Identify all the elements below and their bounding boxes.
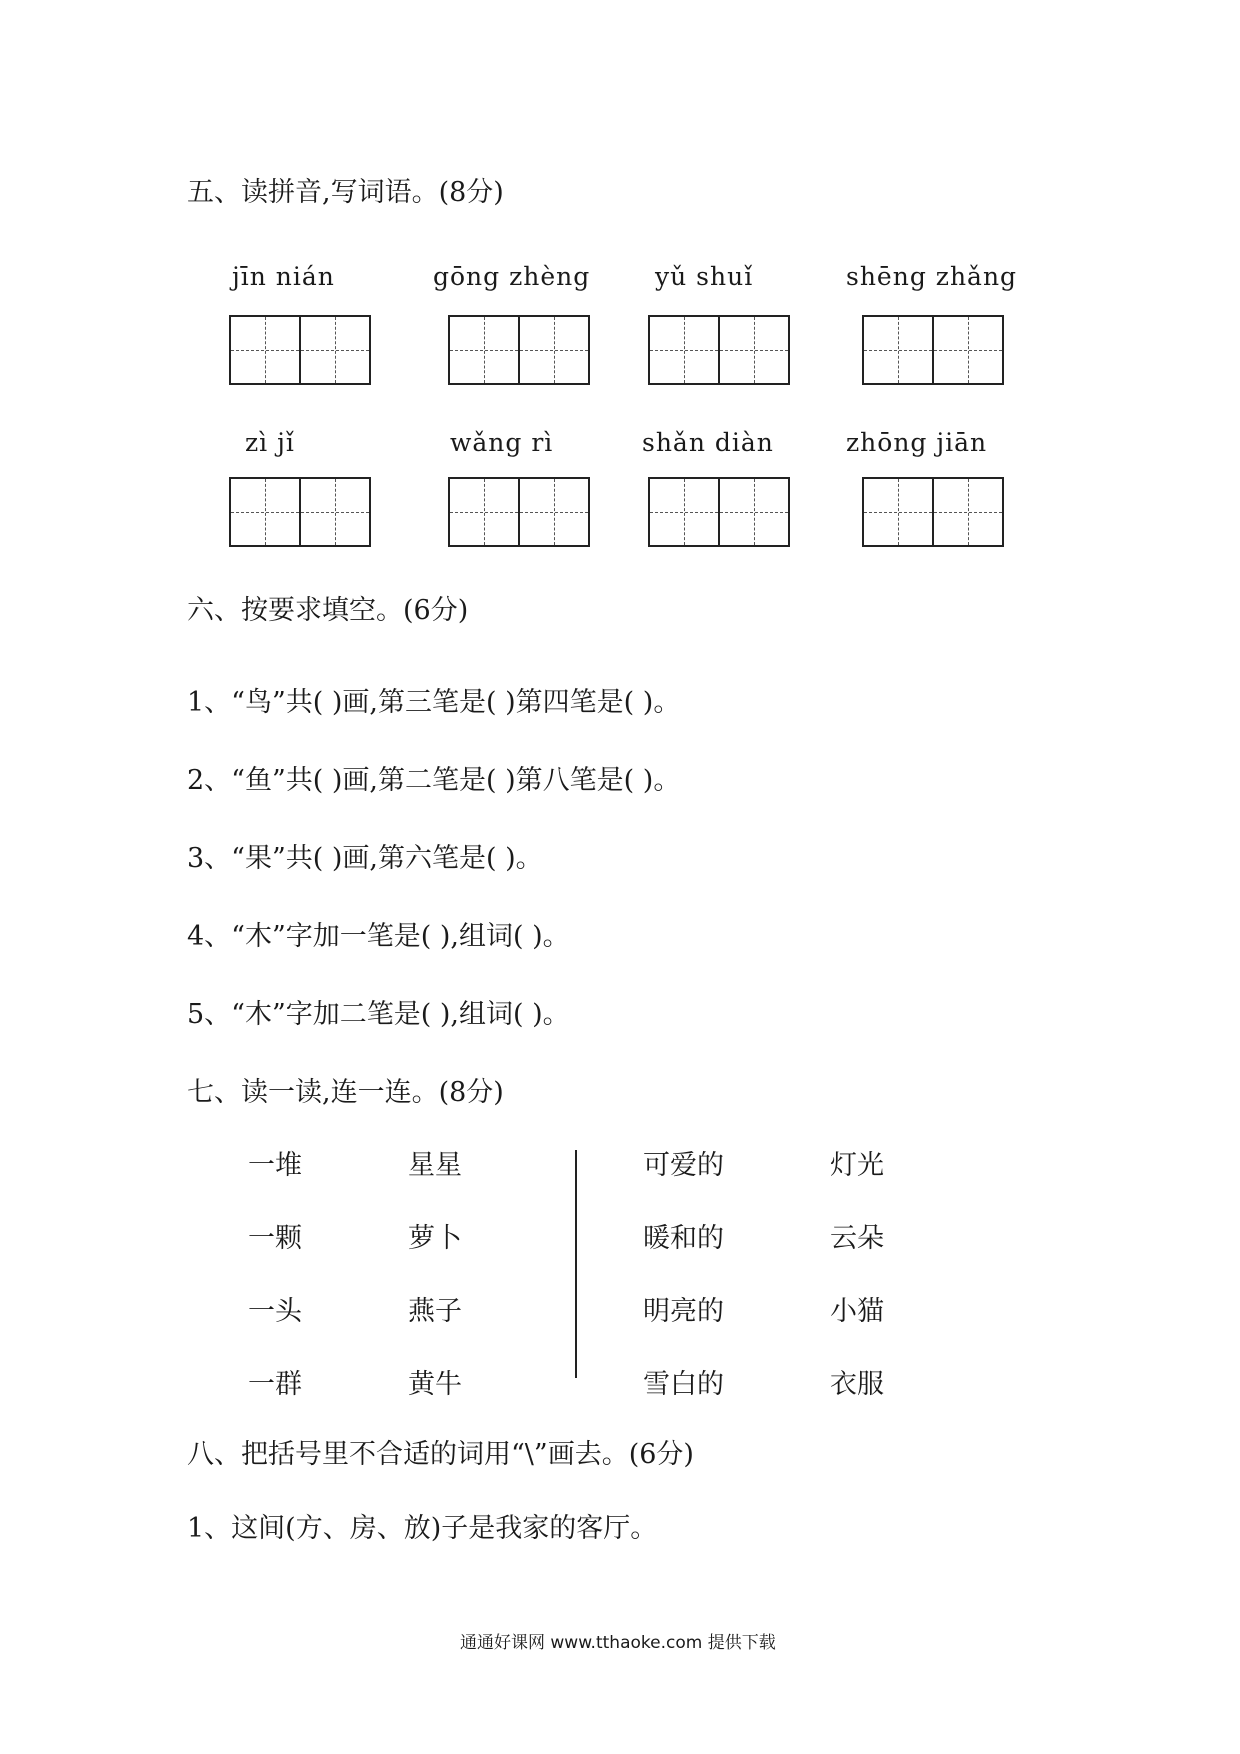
match-word-object[interactable]: 小猫 [830, 1296, 884, 1327]
match-word-measure[interactable]: 一颗 [248, 1223, 302, 1254]
section-6-heading: 六、按要求填空。(6分) [187, 595, 469, 626]
writing-grid[interactable] [648, 477, 790, 547]
writing-cell[interactable] [518, 479, 588, 545]
match-word-noun[interactable]: 燕子 [408, 1296, 462, 1327]
fill-question: 5、“木”字加二笔是( ),组词( )。 [187, 999, 570, 1030]
writing-grid[interactable] [448, 477, 590, 547]
fill-question: 3、“果”共( )画,第六笔是( )。 [187, 843, 543, 874]
choice-question: 1、这间(方、房、放)子是我家的客厅。 [187, 1513, 658, 1544]
fill-question: 1、“鸟”共( )画,第三笔是( )第四笔是( )。 [187, 687, 681, 718]
writing-cell[interactable] [299, 317, 369, 383]
pinyin-label: gōng zhèng [433, 262, 591, 291]
match-word-adjective[interactable]: 雪白的 [643, 1369, 724, 1400]
writing-cell[interactable] [864, 479, 932, 545]
pinyin-label: zì jǐ [245, 428, 295, 457]
pinyin-label: zhōng jiān [846, 428, 988, 457]
match-word-adjective[interactable]: 可爱的 [643, 1150, 724, 1181]
writing-cell[interactable] [299, 479, 369, 545]
fill-question: 4、“木”字加一笔是( ),组词( )。 [187, 921, 570, 952]
writing-cell[interactable] [650, 479, 718, 545]
pinyin-label: jīn nián [232, 262, 335, 291]
section-7-heading: 七、读一读,连一连。(8分) [187, 1077, 504, 1108]
writing-cell[interactable] [231, 317, 299, 383]
writing-cell[interactable] [450, 479, 518, 545]
writing-cell[interactable] [864, 317, 932, 383]
writing-cell[interactable] [718, 479, 788, 545]
writing-grid[interactable] [648, 315, 790, 385]
match-word-noun[interactable]: 黄牛 [408, 1369, 462, 1400]
writing-cell[interactable] [932, 479, 1002, 545]
pinyin-label: wǎng rì [450, 428, 554, 457]
section-5-heading: 五、读拼音,写词语。(8分) [187, 177, 504, 208]
match-word-measure[interactable]: 一堆 [248, 1150, 302, 1181]
section-8-heading: 八、把括号里不合适的词用“\”画去。(6分) [187, 1439, 694, 1470]
writing-cell[interactable] [718, 317, 788, 383]
match-word-object[interactable]: 云朵 [830, 1223, 884, 1254]
writing-grid[interactable] [448, 315, 590, 385]
match-word-noun[interactable]: 星星 [408, 1150, 462, 1181]
match-word-adjective[interactable]: 暖和的 [643, 1223, 724, 1254]
writing-grid[interactable] [862, 477, 1004, 547]
match-word-measure[interactable]: 一群 [248, 1369, 302, 1400]
match-word-noun[interactable]: 萝卜 [408, 1223, 462, 1254]
pinyin-label: shēng zhǎng [846, 262, 1018, 291]
column-divider [575, 1150, 577, 1378]
pinyin-label: shǎn diàn [642, 428, 774, 457]
fill-question: 2、“鱼”共( )画,第二笔是( )第八笔是( )。 [187, 765, 681, 796]
writing-cell[interactable] [450, 317, 518, 383]
writing-grid[interactable] [862, 315, 1004, 385]
writing-cell[interactable] [518, 317, 588, 383]
writing-grid[interactable] [229, 315, 371, 385]
writing-cell[interactable] [231, 479, 299, 545]
match-word-measure[interactable]: 一头 [248, 1296, 302, 1327]
match-word-object[interactable]: 衣服 [830, 1369, 884, 1400]
match-word-object[interactable]: 灯光 [830, 1150, 884, 1181]
writing-cell[interactable] [650, 317, 718, 383]
pinyin-label: yǔ shuǐ [655, 262, 754, 291]
writing-cell[interactable] [932, 317, 1002, 383]
page-footer: 通通好课网 www.tthaoke.com 提供下载 [460, 1633, 776, 1653]
writing-grid[interactable] [229, 477, 371, 547]
match-word-adjective[interactable]: 明亮的 [643, 1296, 724, 1327]
